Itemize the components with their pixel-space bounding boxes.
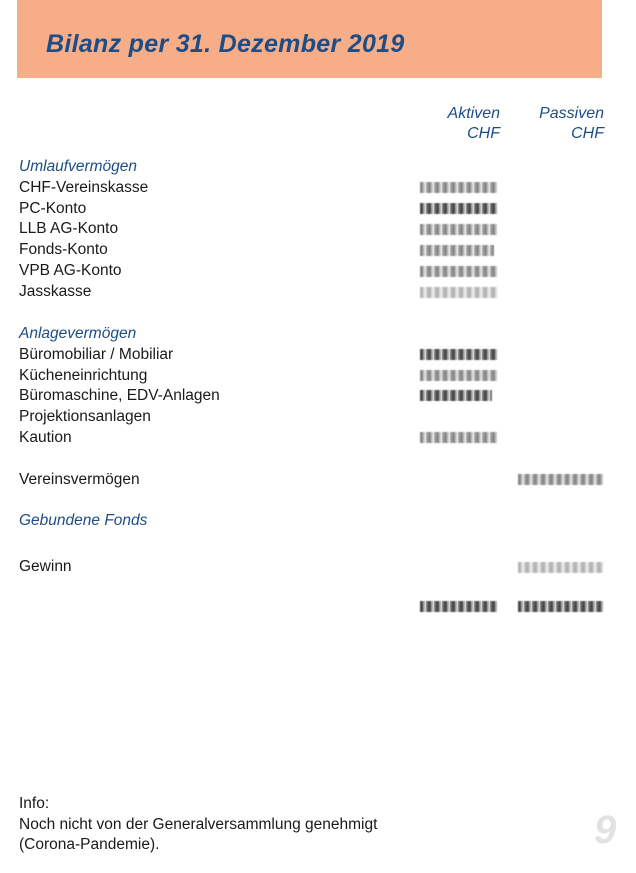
passiven-currency: CHF: [571, 125, 604, 142]
redacted-amount: [420, 203, 498, 214]
row-label: CHF-Vereinskasse: [19, 179, 149, 196]
row-label: Jasskasse: [19, 283, 92, 300]
row-label: Büromobiliar / Mobiliar: [19, 346, 174, 363]
row-vereinsvermoegen: Vereinsvermögen: [19, 471, 140, 488]
section-umlaufvermoegen: Umlaufvermögen: [19, 158, 138, 175]
row-label: Kaution: [19, 429, 72, 446]
redacted-amount: [420, 266, 498, 277]
info-line-1: Noch nicht von der Generalversammlung genehmigt: [19, 815, 378, 833]
row-gewinn: Gewinn: [19, 558, 72, 575]
redacted-total-aktiven: [420, 601, 498, 612]
page-number: 9: [594, 808, 617, 852]
redacted-amount: [518, 474, 604, 485]
redacted-amount: [420, 390, 492, 401]
row-label: Kücheneinrichtung: [19, 367, 148, 384]
row-label: LLB AG-Konto: [19, 220, 119, 237]
info-line-2: (Corona-Pandemie).: [19, 836, 160, 853]
redacted-amount: [420, 224, 498, 235]
info-note: [19, 794, 377, 856]
column-header-passiven: [494, 104, 604, 144]
row-label: Fonds-Konto: [19, 241, 108, 258]
page-title: Bilanz per 31. Dezember 2019: [46, 30, 405, 58]
column-header-aktiven: [390, 104, 500, 144]
redacted-amount: [420, 349, 498, 360]
row-label: Projektionsanlagen: [19, 408, 151, 425]
row-label: VPB AG-Konto: [19, 262, 122, 279]
title-banner: [17, 0, 602, 78]
section-anlagevermoegen: Anlagevermögen: [19, 325, 137, 342]
row-label: Büromaschine, EDV-Anlagen: [19, 387, 220, 404]
section-gebundene-fonds: Gebundene Fonds: [19, 512, 148, 529]
redacted-amount: [420, 432, 498, 443]
redacted-amount: [420, 182, 498, 193]
aktiven-label: Aktiven: [447, 105, 500, 122]
redacted-amount: [420, 370, 498, 381]
passiven-label: Passiven: [539, 105, 604, 122]
row-label: PC-Konto: [19, 200, 87, 217]
redacted-amount: [420, 287, 498, 298]
aktiven-currency: CHF: [467, 125, 500, 142]
info-label: Info:: [19, 795, 50, 812]
redacted-total-passiven: [518, 601, 604, 612]
redacted-amount: [518, 562, 604, 573]
redacted-amount: [420, 245, 494, 256]
